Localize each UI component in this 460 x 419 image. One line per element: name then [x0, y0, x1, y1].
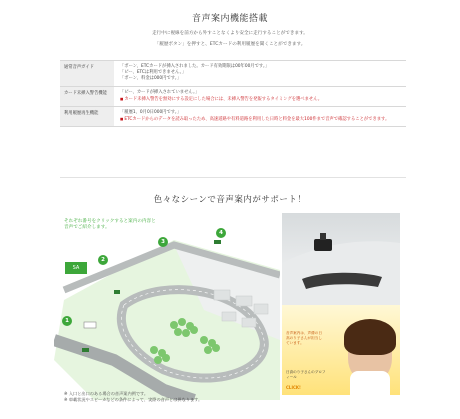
scene-button-1[interactable]: 1 — [62, 316, 72, 326]
scene-map — [54, 230, 280, 400]
scene-button-4[interactable]: 4 — [216, 228, 226, 238]
row-line: 「ポーン、料金は000円です。」 — [120, 76, 182, 82]
voice-feature-table — [60, 60, 406, 127]
row-content — [114, 61, 406, 86]
profile-link[interactable]: 日高のり子さんのプロフィール — [286, 370, 326, 379]
car — [114, 290, 120, 294]
row-line: 「ピー、カードが挿入されていません。」 — [120, 89, 200, 95]
caption-line: ※ 入口と出口のある場合の音声案内例です。 — [64, 391, 149, 396]
row-label: 通常音声ガイド — [60, 61, 114, 86]
row-line: 「履歴1、0月0日000円です。」 — [120, 110, 182, 116]
voice-actress-panel — [282, 305, 400, 395]
row-line: 「ピー、ETCは利用できません。」 — [120, 70, 187, 76]
toll-gate — [84, 322, 96, 328]
car — [214, 240, 221, 244]
scene-button-3[interactable]: 3 — [158, 237, 168, 247]
table-row — [60, 107, 406, 127]
device-photo — [282, 213, 400, 305]
portrait-top — [350, 371, 390, 395]
row-content — [114, 107, 406, 126]
sa-sign: SA — [65, 262, 87, 274]
table-row — [60, 61, 406, 87]
instruction-line: 音声でご紹介します。 — [64, 225, 110, 230]
row-label: 利用履歴再生機能 — [60, 107, 114, 126]
row-note: ■ カード未挿入警告を無効にする設定にした場合には、未挿入警告を発報するタイミングを選べません。 — [120, 96, 400, 103]
scene-button-2[interactable]: 2 — [98, 255, 108, 265]
row-label: カード未挿入警告機能 — [60, 87, 114, 106]
row-note: ■ ETCカードからのデータを読み取ったため、高速道路や有料道路を利用した日時と料金を最大100件まで音声で確認することができます。 — [120, 116, 400, 123]
device-illustration — [282, 213, 400, 305]
row-line: 「ポーン、ETCカードが挿入されました。カード有効期限は00年00月です。」 — [120, 64, 270, 69]
portrait-hair — [344, 319, 396, 355]
car — [82, 348, 89, 352]
section-divider — [60, 177, 406, 178]
click-badge[interactable]: CLICK! — [286, 385, 301, 390]
intro-line-1: 走行中に視線を前方から外すことなくより安全に走行することができます。 — [152, 31, 308, 36]
speech-text: 音声案内は、声優の日高のり子さんが担当しています。 — [286, 331, 322, 345]
caption-line: ※ 車載状況やスピーカなどの条件によって、実際の音声とは異なります。 — [64, 397, 203, 402]
section-title: 色々なシーンで音声案内がサポート！ — [153, 195, 307, 205]
table-row — [60, 87, 406, 107]
intro-line-2: 「履歴ボタン」を押すと、ETCカードの利用履歴を聞くことができます。 — [154, 42, 306, 47]
instruction-line: それぞれ番号をクリックすると案内の内容と — [64, 219, 156, 224]
etc-unit-mount — [320, 233, 326, 240]
captions — [64, 391, 202, 403]
page-title: 音声案内機能搭載 — [191, 14, 268, 24]
row-content — [114, 87, 406, 106]
etc-unit — [314, 239, 332, 251]
